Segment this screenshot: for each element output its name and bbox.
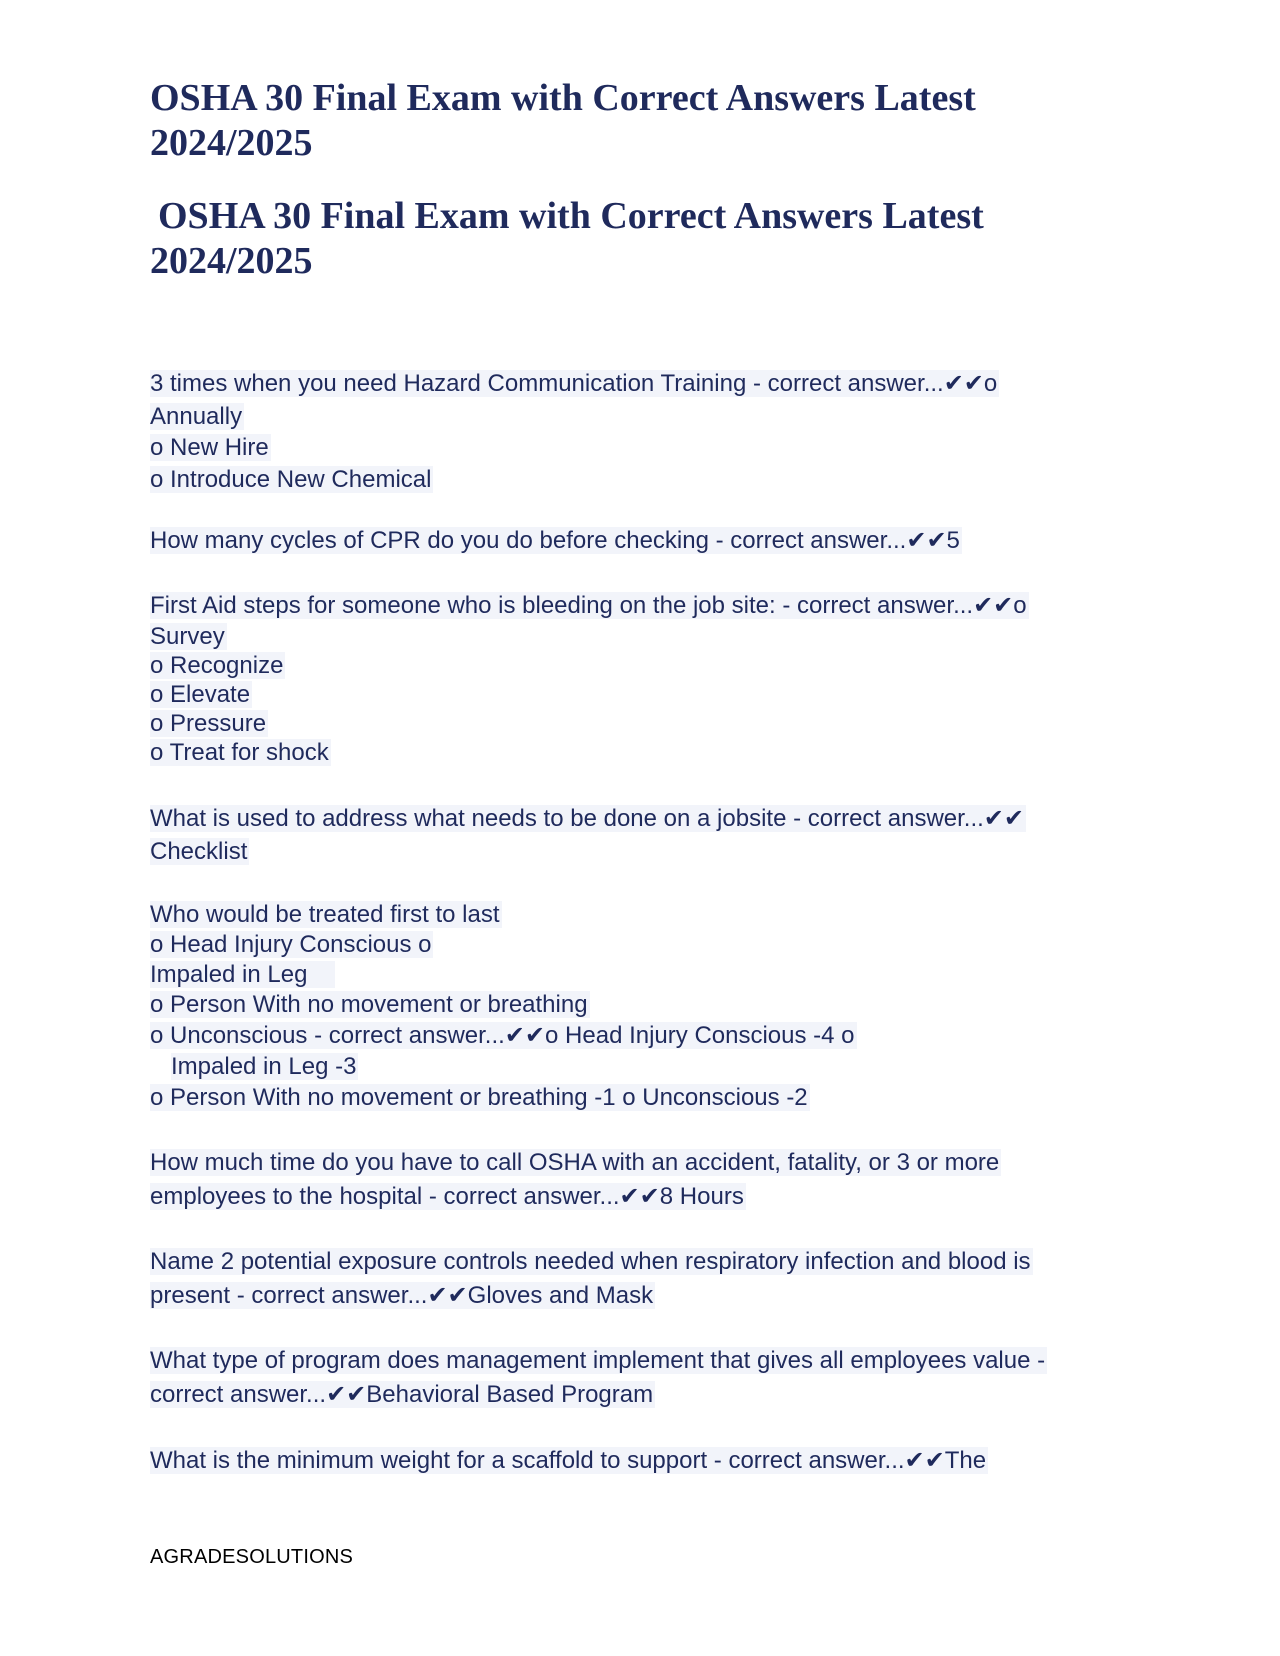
qa-item-jobsite-checklist (150, 802, 1026, 868)
qa-item-first-aid-bleeding (150, 590, 1029, 767)
title-line-2: 2024/2025 (150, 122, 313, 164)
qa-item-behavioral-program (150, 1344, 1047, 1412)
answer-line: o Elevate (150, 681, 251, 708)
answer-line: o New Hire (150, 434, 269, 461)
title-line-1: OSHA 30 Final Exam with Correct Answers Latest (150, 77, 976, 119)
answer-line: o Treat for shock (150, 739, 329, 766)
document-title-repeat (150, 194, 1051, 284)
answer-line: o Person With no movement or breathing -1 o Unconscious -2 (150, 1084, 808, 1111)
answer-line: Checklist (150, 838, 248, 865)
document-title (150, 76, 1050, 166)
answer-line: Impaled in Leg -3 (171, 1053, 357, 1080)
qa-item-hazard-communication (150, 366, 999, 496)
question-line: Name 2 potential exposure controls needed when respiratory infection and blood is (150, 1248, 1031, 1275)
answer-line: o Pressure (150, 710, 267, 737)
question-line: Impaled in Leg (150, 961, 335, 988)
question-line: 3 times when you need Hazard Communication Training - correct answer...✔✔o (150, 370, 998, 397)
qa-item-triage-order (150, 900, 857, 1114)
question-line: What is the minimum weight for a scaffold to support - correct answer...✔✔The (150, 1447, 987, 1474)
page-footer: AGRADESOLUTIONS (150, 1546, 354, 1568)
answer-line: Survey (150, 623, 225, 650)
question-line: o Head Injury Conscious o (150, 931, 432, 958)
question-line: What is used to address what needs to be done on a jobsite - correct answer...✔✔ (150, 805, 1025, 832)
answer-line: o Recognize (150, 652, 284, 679)
title-line-1: OSHA 30 Final Exam with Correct Answers Latest (158, 195, 984, 237)
answer-line: o Unconscious - correct answer...✔✔o Head Injury Conscious -4 o (150, 1022, 855, 1049)
answer-line: employees to the hospital - correct answer...✔✔8 Hours (150, 1183, 744, 1210)
question-line: How many cycles of CPR do you do before checking - correct answer...✔✔5 (150, 527, 960, 554)
answer-line: correct answer...✔✔Behavioral Based Program (150, 1381, 654, 1408)
question-line: How much time do you have to call OSHA with an accident, fatality, or 3 or more (150, 1149, 1000, 1176)
answer-line: o Introduce New Chemical (150, 466, 432, 493)
question-line: o Person With no movement or breathing (150, 991, 588, 1018)
title-line-2: 2024/2025 (150, 240, 313, 282)
question-line: What type of program does management implement that gives all employees value - (150, 1347, 1046, 1374)
question-line: First Aid steps for someone who is bleeding on the job site: - correct answer...✔✔o (150, 592, 1027, 619)
qa-item-osha-reporting-time (150, 1146, 1001, 1214)
qa-item-scaffold-weight (150, 1443, 988, 1479)
answer-line: present - correct answer...✔✔Gloves and Mask (150, 1282, 654, 1309)
answer-line: Annually (150, 403, 243, 430)
qa-item-cpr-cycles (150, 524, 962, 558)
question-line: Who would be treated first to last (150, 901, 500, 928)
qa-item-exposure-controls (150, 1245, 1033, 1313)
